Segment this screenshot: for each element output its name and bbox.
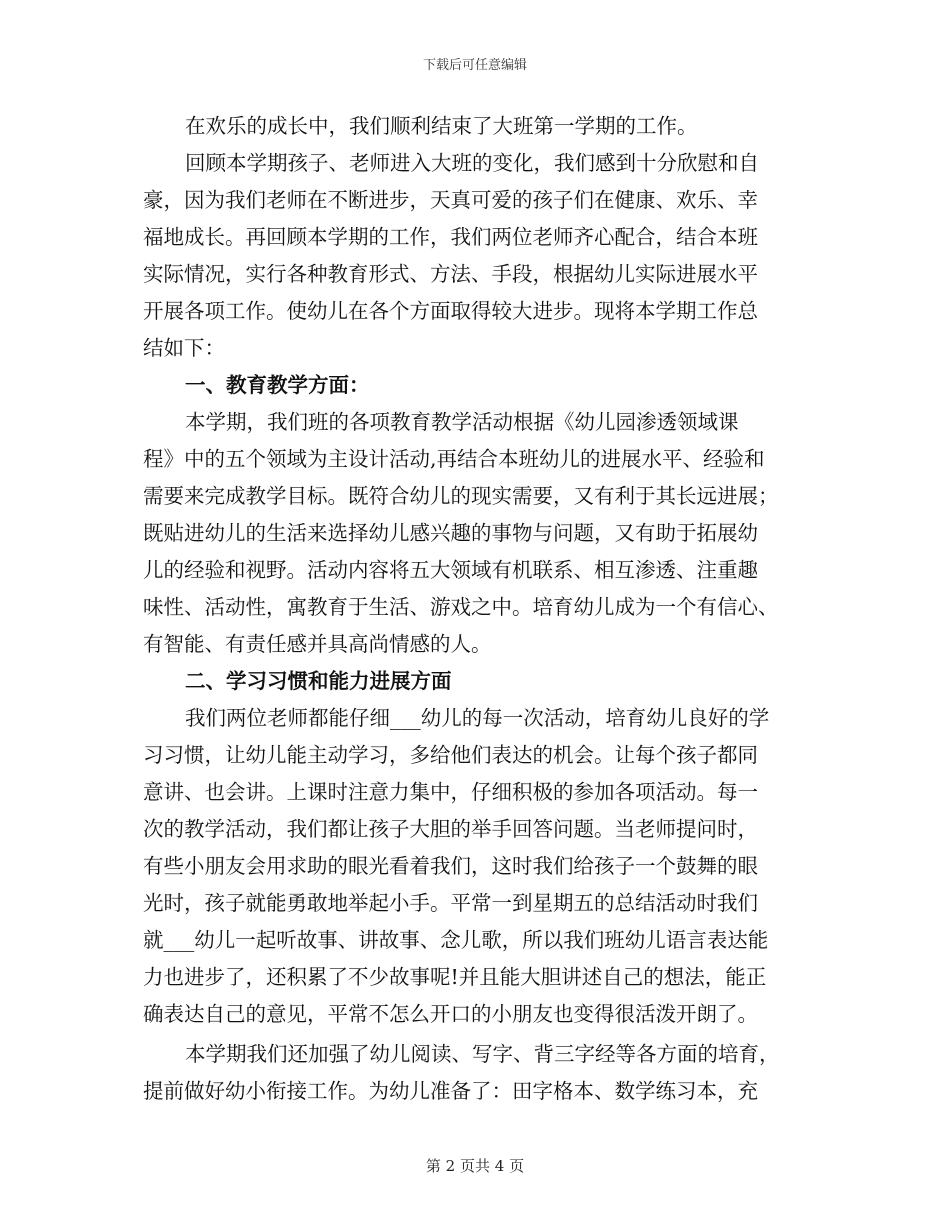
- text-line: 光时，孩子就能勇敢地举起小手。平常一到星期五的总结活动时我们: [143, 891, 758, 915]
- text-line: 习习惯，让幼儿能主动学习，多给他们表达的机会。让每个孩子都同: [143, 743, 758, 767]
- text-line: 我们两位老师都能仔细___幼儿的每一次活动，培育幼儿良好的学: [185, 706, 770, 730]
- text-line: 意讲、也会讲。上课时注意力集中，仔细积极的参加各项活动。每一: [143, 780, 758, 804]
- text-line: 实际情况，实行各种教育形式、方法、手段，根据幼儿实际进展水平: [143, 262, 758, 286]
- text-line: 回顾本学期孩子、老师进入大班的变化，我们感到十分欣慰和自: [185, 151, 759, 175]
- text-line: 确表达自己的意见，平常不怎么开口的小朋友也变得很活泼开朗了。: [143, 1002, 758, 1026]
- text-line: 有智能、有责任感并具高尚情感的人。: [143, 632, 492, 656]
- text-line: 福地成长。再回顾本学期的工作，我们两位老师齐心配合，结合本班: [143, 225, 758, 249]
- text-line: 结如下：: [143, 336, 225, 360]
- text-line: 开展各项工作。使幼儿在各个方面取得较大进步。现将本学期工作总: [143, 299, 758, 323]
- document-body: [143, 108, 803, 1110]
- text-line: 本学期，我们班的各项教育教学活动根据《幼儿园渗透领域课: [185, 410, 739, 434]
- text-line: 在欢乐的成长中，我们顺利结束了大班第一学期的工作。: [185, 114, 698, 138]
- text-line: 既贴进幼儿的生活来选择幼儿感兴趣的事物与问题，又有助于拓展幼: [143, 521, 758, 545]
- section-heading: 二、学习习惯和能力进展方面: [185, 669, 452, 693]
- text-line: 力也进步了，还积累了不少故事呢!并且能大胆讲述自己的想法，能正: [143, 965, 767, 989]
- text-line: 需要来完成教学目标。既符合幼儿的现实需要，又有利于其长远进展；: [143, 484, 779, 508]
- text-line: 程》中的五个领域为主设计活动,再结合本班幼儿的进展水平、经验和: [143, 447, 765, 471]
- page-footer: 第 2 页共 4 页: [425, 1157, 525, 1175]
- text-line: 就___幼儿一起听故事、讲故事、念儿歌，所以我们班幼儿语言表达能: [143, 928, 769, 952]
- page-header: 下载后可任意编辑: [422, 58, 527, 73]
- section-heading: 一、教育教学方面：: [185, 373, 370, 397]
- text-line: 有些小朋友会用求助的眼光看着我们，这时我们给孩子一个鼓舞的眼: [143, 854, 758, 878]
- text-line: 本学期我们还加强了幼儿阅读、写字、背三字经等各方面的培育，: [185, 1042, 780, 1066]
- text-line: 次的教学活动，我们都让孩子大胆的举手回答问题。当老师提问时，: [143, 817, 758, 841]
- text-line: 提前做好幼小衔接工作。为幼儿准备了：田字格本、数学练习本，充: [143, 1079, 758, 1103]
- text-line: 儿的经验和视野。活动内容将五大领域有机联系、相互渗透、注重趣: [143, 558, 758, 582]
- text-line: 豪，因为我们老师在不断进步，天真可爱的孩子们在健康、欢乐、幸: [143, 188, 758, 212]
- text-line: 味性、活动性，寓教育于生活、游戏之中。培育幼儿成为一个有信心、: [143, 595, 779, 619]
